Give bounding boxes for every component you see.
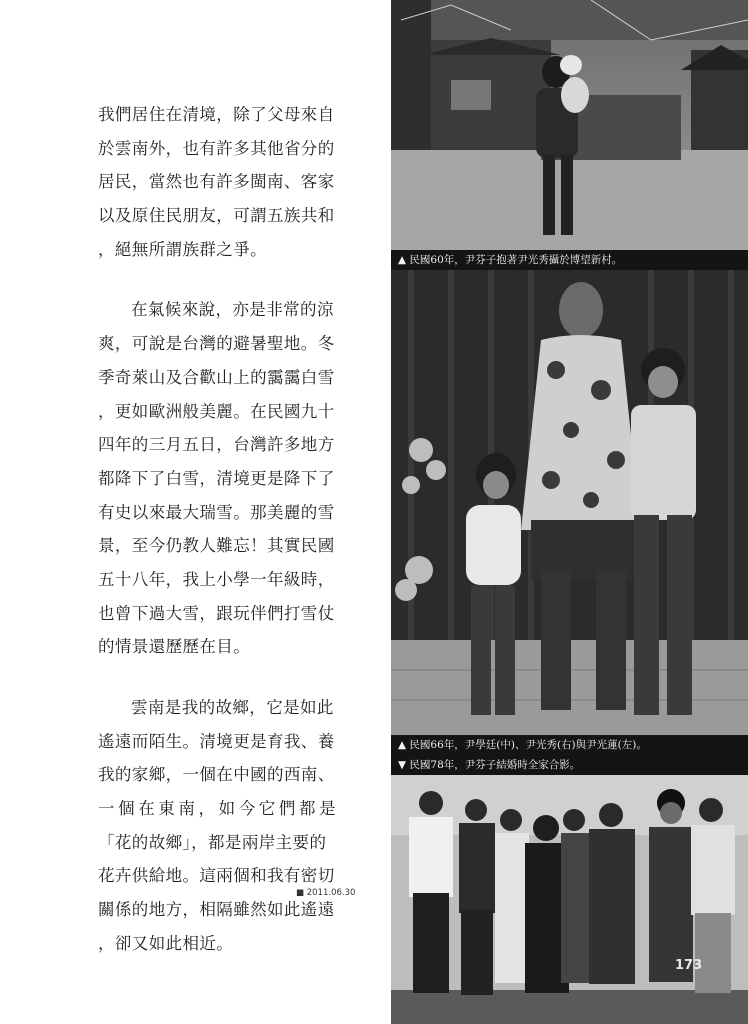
caption-middle bbox=[391, 735, 748, 775]
text-line: 於雲南外，也有許多其他省分的 bbox=[98, 138, 335, 158]
text-line: 景，至今仍教人難忘！其實民國 bbox=[98, 536, 335, 556]
text-line: 的情景還歷歷在目。 bbox=[98, 637, 251, 657]
text-line: 五十八年，我上小學一年級時， bbox=[98, 569, 335, 589]
text-line: 花卉供給地。這兩個和我有密切 bbox=[98, 866, 335, 886]
text-line: 關係的地方，相隔雖然如此遙遠 bbox=[98, 900, 335, 920]
text-line: 一個在東南，如今它們都是 bbox=[98, 799, 340, 819]
text-line: 遙遠而陌生。清境更是育我、養 bbox=[98, 731, 335, 751]
text-line: 我的家鄉，一個在中國的西南、 bbox=[98, 765, 335, 785]
text-line: 以及原住民朋友，可謂五族共和 bbox=[98, 206, 335, 226]
caption-middle-1: ▲ 民國66年，尹學廷(中)、尹光秀(右)與尹光蓮(左)。 bbox=[398, 739, 647, 751]
text-line: ，卻又如此相近。 bbox=[98, 933, 234, 953]
text-line: 「花的故鄉」，都是兩岸主要的 bbox=[98, 832, 327, 852]
text-line: 季奇萊山及合歡山上的靄靄白雪 bbox=[98, 367, 335, 387]
text-line: 四年的三月五日，台灣許多地方 bbox=[98, 435, 335, 455]
text-line: 有史以來最大瑞雪。那美麗的雪 bbox=[98, 502, 335, 522]
text-line: 在氣候來說，亦是非常的涼 bbox=[131, 300, 334, 320]
photo-village bbox=[391, 0, 748, 250]
text-line: ，更如歐洲般美麗。在民國九十 bbox=[98, 401, 335, 421]
date-stamp: ■ 2011.06.30 bbox=[296, 888, 356, 898]
text-line: ，絕無所謂族群之爭。 bbox=[98, 239, 267, 259]
text-line: 都降下了白雪，清境更是降下了 bbox=[98, 468, 335, 488]
text-line: 也曾下過大雪，跟玩伴們打雪仗 bbox=[98, 603, 335, 623]
photo-wedding-group bbox=[391, 775, 748, 1024]
caption-top: ▲ 民國60年，尹芬子抱著尹光秀攝於博望新村。 bbox=[391, 250, 748, 270]
text-line: 爽，可說是台灣的避暑聖地。冬 bbox=[98, 334, 335, 354]
text-line: 我們居住在清境，除了父母來自 bbox=[98, 105, 335, 124]
text-line: 雲南是我的故鄉，它是如此 bbox=[131, 698, 334, 717]
caption-middle-2: ▼ 民國78年，尹芬子結婚時全家合影。 bbox=[398, 759, 581, 771]
paragraph-gap bbox=[98, 266, 360, 293]
article-body bbox=[98, 98, 360, 961]
photo-family-portrait bbox=[391, 270, 748, 735]
page-number: 173 bbox=[675, 958, 703, 973]
text-line: 居民，當然也有許多閩南、客家 bbox=[98, 172, 335, 192]
paragraph-gap bbox=[98, 664, 360, 691]
